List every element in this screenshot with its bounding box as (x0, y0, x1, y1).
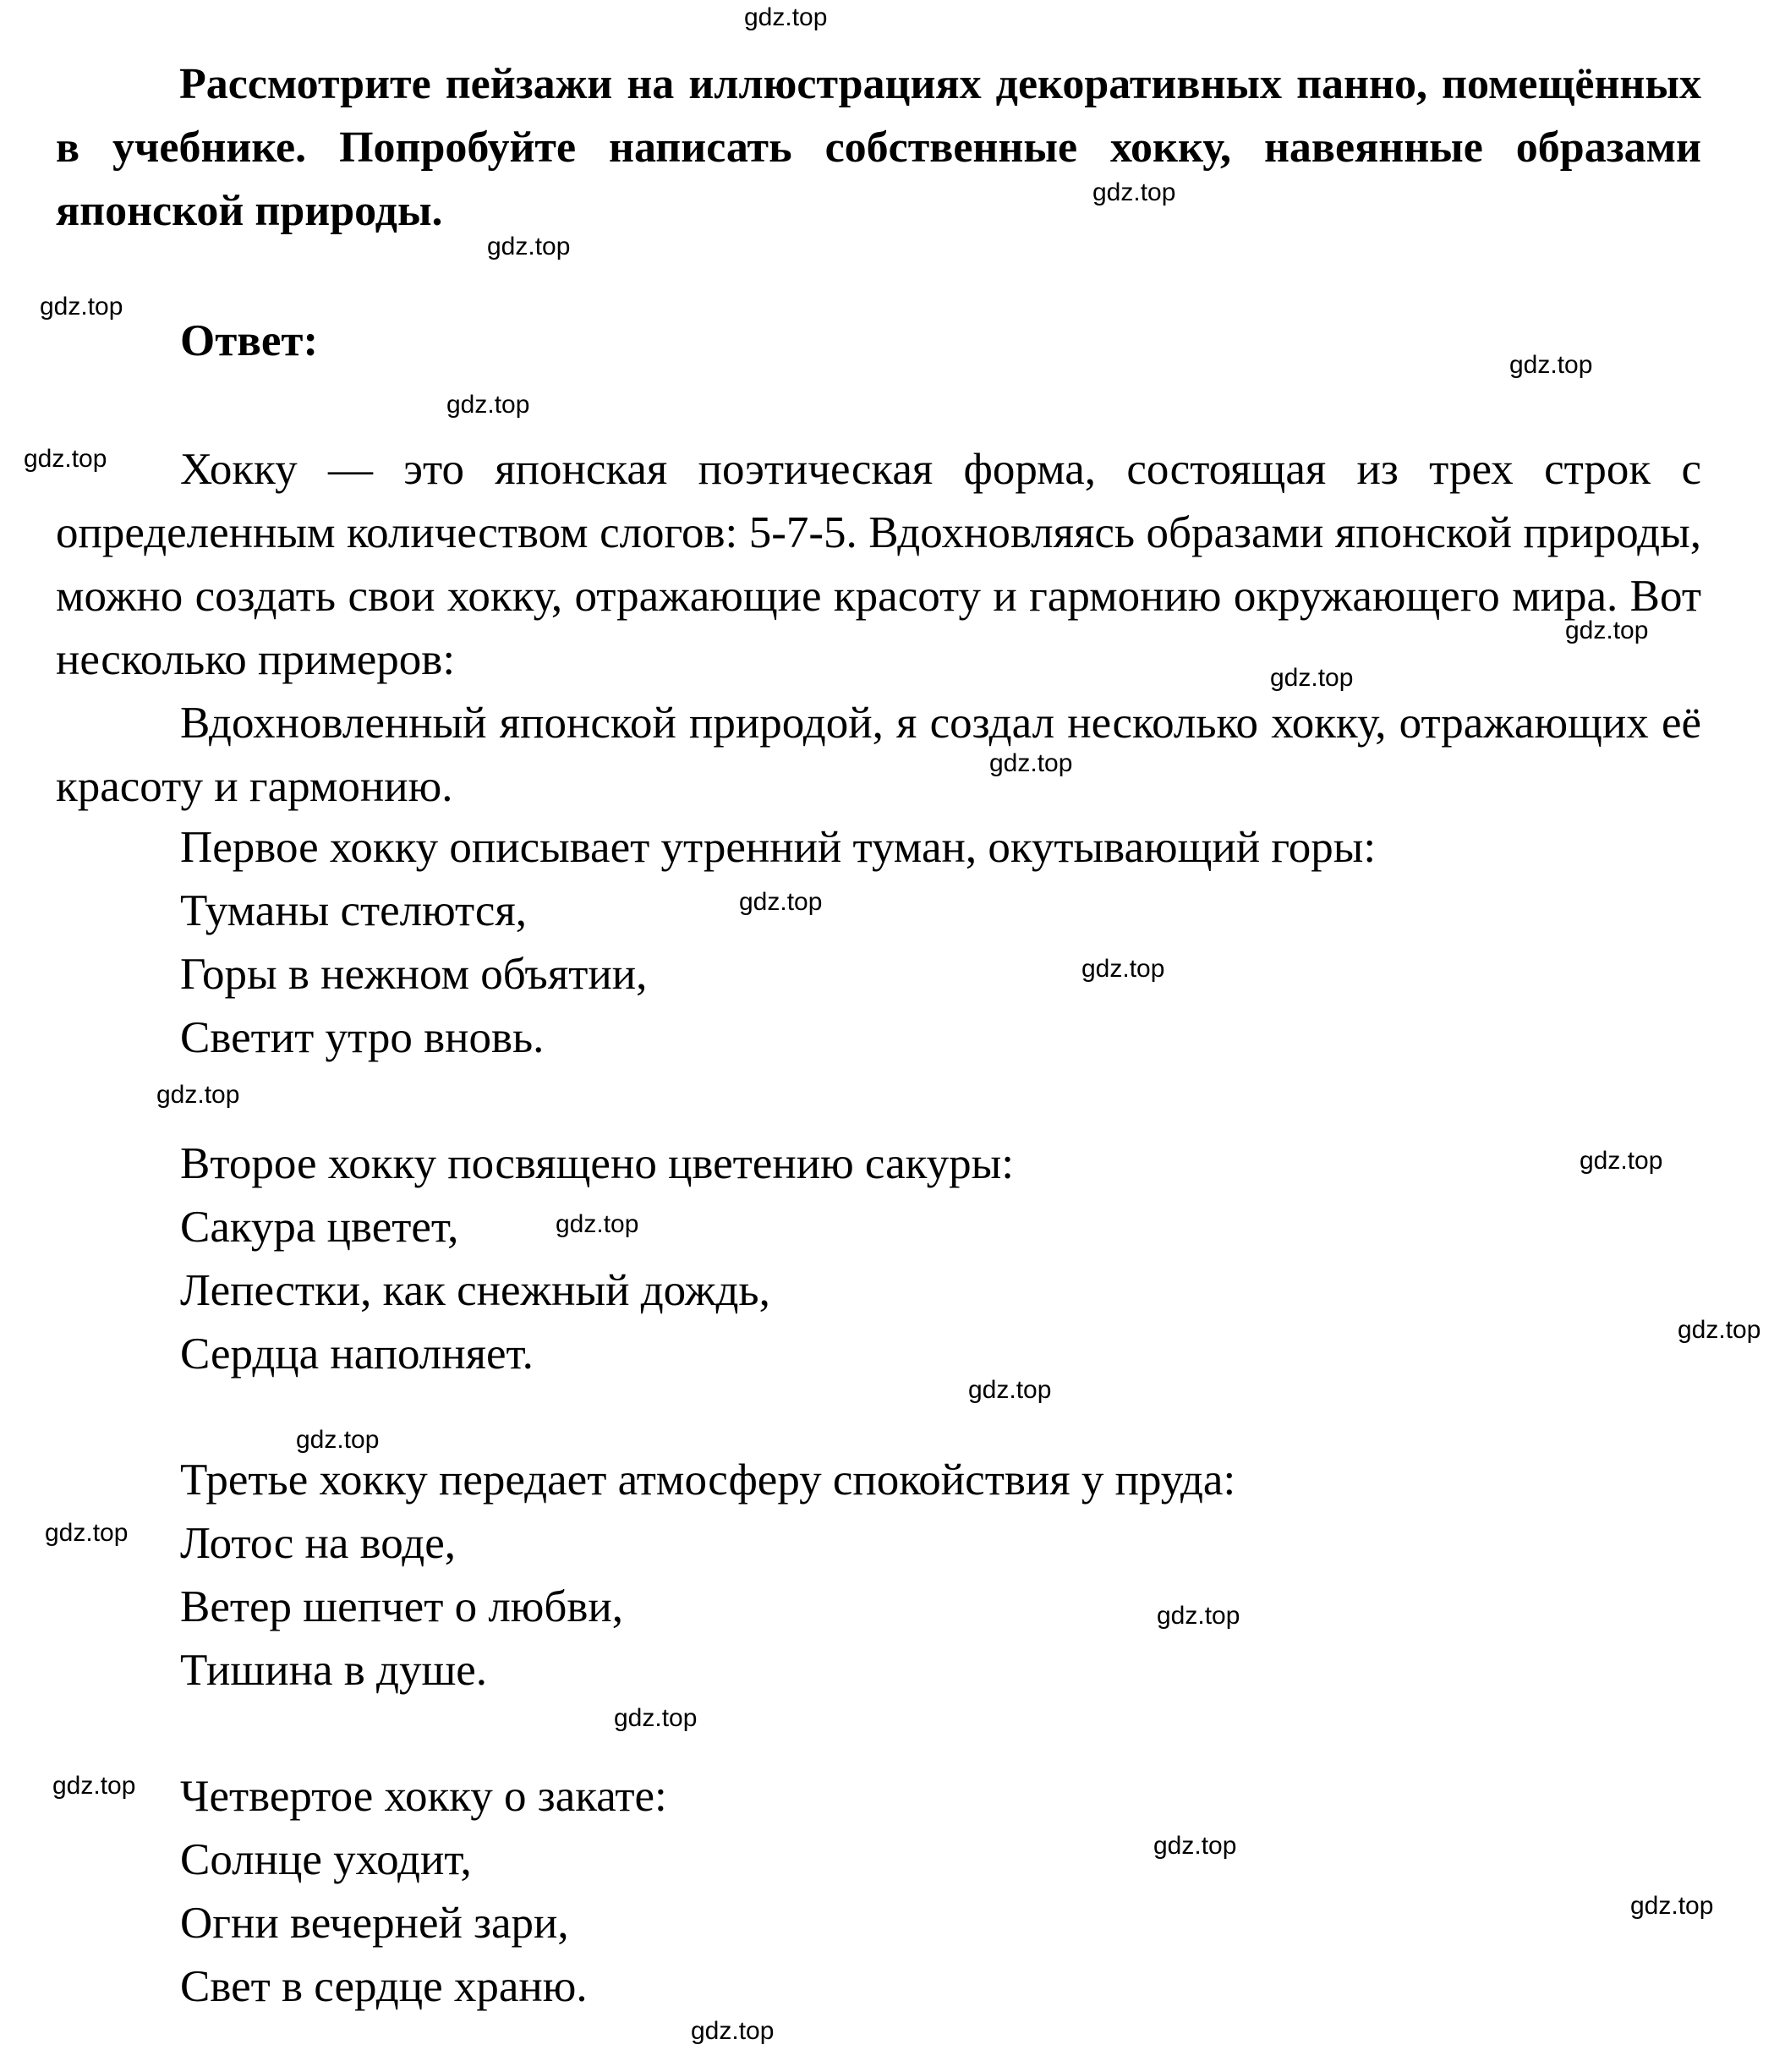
watermark: gdz.top (968, 1376, 1052, 1404)
lead-paragraph: Вдохновленный японской природой, я создал несколько хокку, отражающих её красоту и гармонию. (56, 699, 1701, 811)
watermark: gdz.top (52, 1772, 136, 1800)
watermark: gdz.top (1565, 617, 1649, 644)
watermark: gdz.top (24, 445, 107, 473)
watermark: gdz.top (1270, 664, 1354, 692)
haiku-1-caption: Первое хокку описывает утренний туман, окутывающий горы: (180, 823, 1377, 872)
haiku-2-caption: Второе хокку посвящено цветению сакуры: (180, 1139, 1014, 1188)
haiku-4-caption: Четвертое хокку о закате: (180, 1772, 667, 1821)
watermark: gdz.top (45, 1519, 129, 1547)
watermark: gdz.top (556, 1210, 639, 1238)
intro-paragraph: Хокку — это японская поэтическая форма, состоящая из трех строк с определенным количеством слогов: 5-7-5. Вдохновляясь образами японской природы, можно создать свои хокку, отражающие красоту и гармонию окружающего мира. Вот несколько примеров: (56, 445, 1701, 684)
watermark: gdz.top (1153, 1832, 1237, 1860)
watermark: gdz.top (744, 3, 828, 31)
haiku-3-caption: Третье хокку передает атмосферу спокойствия у пруда: (180, 1455, 1236, 1505)
watermark: gdz.top (1092, 178, 1176, 206)
watermark: gdz.top (1630, 1892, 1714, 1920)
watermark: gdz.top (1580, 1147, 1663, 1175)
watermark: gdz.top (1678, 1316, 1761, 1344)
haiku-1-line-3: Светит утро вновь. (180, 1013, 545, 1062)
watermark: gdz.top (1081, 955, 1165, 983)
watermark: gdz.top (989, 749, 1073, 777)
watermark: gdz.top (739, 888, 823, 916)
haiku-3-line-1: Лотос на воде, (180, 1519, 456, 1568)
haiku-1-line-1: Туманы стелются, (180, 886, 527, 935)
watermark: gdz.top (487, 233, 571, 260)
watermark: gdz.top (40, 293, 123, 321)
haiku-2-line-1: Сакура цветет, (180, 1203, 459, 1252)
task-text: Рассмотрите пейзажи на иллюстрациях декоративных панно, помещённых в учебнике. Попробуйте написать собственные хокку, навеянные образами японской природы. (56, 60, 1701, 235)
haiku-2-line-2: Лепестки, как снежный дождь, (180, 1266, 770, 1315)
haiku-4-line-2: Огни вечерней зари, (180, 1899, 569, 1948)
watermark: gdz.top (691, 2017, 775, 2045)
watermark: gdz.top (156, 1081, 240, 1109)
haiku-4-line-3: Свет в сердце храню. (180, 1962, 588, 2011)
answer-heading: Ответ: (180, 316, 319, 365)
watermark: gdz.top (1157, 1602, 1240, 1630)
watermark: gdz.top (296, 1426, 380, 1454)
haiku-3-line-3: Тишина в душе. (180, 1646, 488, 1695)
watermark: gdz.top (614, 1704, 698, 1732)
watermark: gdz.top (446, 391, 530, 419)
haiku-4-line-1: Солнце уходит, (180, 1835, 472, 1884)
watermark: gdz.top (1509, 351, 1593, 379)
haiku-3-line-2: Ветер шепчет о любви, (180, 1582, 623, 1631)
haiku-1-line-2: Горы в нежном объятии, (180, 950, 648, 999)
haiku-2-line-3: Сердца наполняет. (180, 1329, 534, 1379)
